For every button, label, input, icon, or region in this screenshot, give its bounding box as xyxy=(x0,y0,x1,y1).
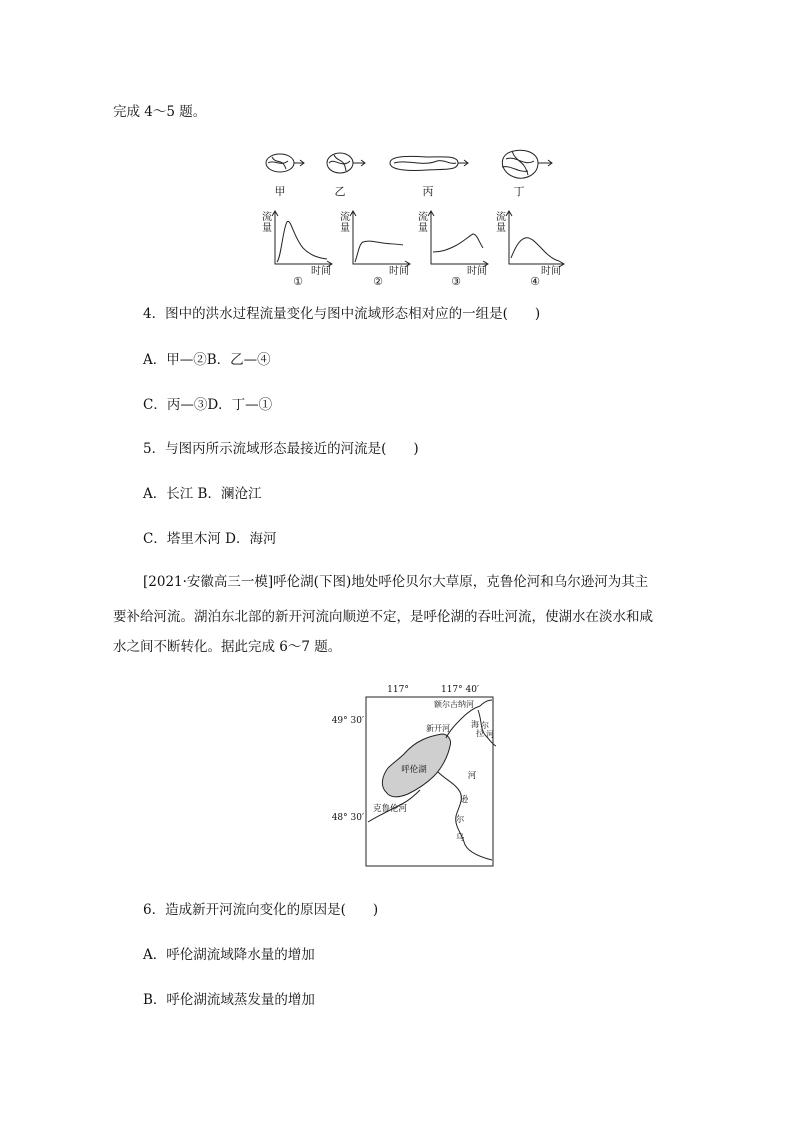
hydrograph-2-ylabel-top: 流 xyxy=(340,212,350,223)
q5-options-ab: A．长江 B．澜沧江 xyxy=(143,486,262,502)
basin-ding xyxy=(502,150,552,178)
hydrograph-3-curve xyxy=(433,234,483,252)
hulun-lake-map xyxy=(330,680,500,870)
hydrograph-4-curve xyxy=(511,238,559,261)
hydrograph-1 xyxy=(262,210,332,288)
basin-jia xyxy=(266,154,304,172)
hydrograph-3 xyxy=(418,210,488,288)
hydrograph-4-number: ④ xyxy=(530,275,540,288)
hydrograph-3-ylabel-bottom: 量 xyxy=(418,223,428,234)
map-lat-48-30: 48° 30′ xyxy=(331,813,364,823)
hydrograph-2-number: ② xyxy=(373,275,383,288)
q5-stem: 5．与图丙所示流域形态最接近的河流是( ) xyxy=(143,441,419,457)
map-label-wuerxun-3: 尔 xyxy=(455,815,465,825)
basin-label-jia: 甲 xyxy=(274,185,286,198)
hydrograph-4 xyxy=(496,210,564,288)
passage-line-1: [2021·安徽高三一模]呼伦湖(下图)地处呼伦贝尔大草原，克鲁伦河和乌尔逊河为其主 xyxy=(143,574,649,590)
q4-options-cd: C．丙—③D．丁—① xyxy=(143,397,273,413)
hydrograph-2-curve xyxy=(355,241,403,262)
map-label-hulun: 呼伦湖 xyxy=(401,765,427,775)
basin-bing xyxy=(390,156,468,170)
q6-option-b: B．呼伦湖流域蒸发量的增加 xyxy=(143,992,315,1008)
q4-stem: 4．图中的洪水过程流量变化与图中流域形态相对应的一组是( ) xyxy=(143,306,541,322)
map-label-xinkai: 新开河 xyxy=(426,724,450,733)
hydrograph-3-number: ③ xyxy=(451,275,461,288)
map-label-hailar-2: 拉 xyxy=(476,729,484,738)
map-lon-117-40: 117° 40′ xyxy=(440,685,480,695)
map-label-wuerxun-4: 乌 xyxy=(455,833,465,843)
hydrograph-4-xlabel: 时间 xyxy=(541,266,561,277)
intro-4-5: 完成 4～5 题。 xyxy=(113,104,207,120)
q6-option-a: A．呼伦湖流域降水量的增加 xyxy=(143,947,315,963)
map-label-kelulun: 克鲁伦河 xyxy=(372,804,408,814)
passage-line-2: 要补给河流。湖泊东北部的新开河流向顺逆不定，是呼伦湖的吞吐河流，使湖水在淡水和咸 xyxy=(113,609,653,625)
map-label-wuerxun-1: 河 xyxy=(467,771,477,781)
hydrograph-4-ylabel-top: 流 xyxy=(496,212,506,223)
q4-options-ab: A．甲—②B．乙—④ xyxy=(143,352,271,368)
hydrograph-4-ylabel-bottom: 量 xyxy=(496,223,506,234)
basin-label-bing: 丙 xyxy=(422,185,434,198)
hydrograph-1-ylabel-bottom: 量 xyxy=(262,223,272,234)
map-label-wuerxun-2: 逊 xyxy=(459,795,469,805)
basin-shapes-figure xyxy=(262,145,562,205)
q6-stem: 6．造成新开河流向变化的原因是( ) xyxy=(143,902,379,918)
passage-line-3: 水之间不断转化。据此完成 6～7 题。 xyxy=(113,639,342,655)
q5-options-cd: C．塔里木河 D．海河 xyxy=(143,531,277,547)
map-lon-117: 117° xyxy=(387,685,409,695)
erguna-river xyxy=(480,700,492,706)
basin-label-yi: 乙 xyxy=(334,185,346,198)
hydrograph-1-ylabel-top: 流 xyxy=(262,212,272,223)
wuerxun-river xyxy=(438,772,492,860)
hydrograph-3-xlabel: 时间 xyxy=(467,266,487,277)
hydrograph-2-xlabel: 时间 xyxy=(389,266,409,277)
hydrograph-1-curve xyxy=(277,221,327,262)
basin-label-ding: 丁 xyxy=(513,185,525,198)
basin-yi xyxy=(327,153,365,173)
hydrograph-3-ylabel-top: 流 xyxy=(418,212,428,223)
map-label-erguna: 额尔古纳河 xyxy=(434,700,474,709)
hydrograph-1-xlabel: 时间 xyxy=(311,266,331,277)
hydrograph-1-number: ① xyxy=(293,275,303,288)
map-lat-49-30: 49° 30′ xyxy=(331,716,364,726)
map-label-hailar-3: 尔 xyxy=(481,721,489,730)
hydrograph-2-ylabel-bottom: 量 xyxy=(340,223,350,234)
map-label-hailar-1: 海 xyxy=(471,720,479,729)
hydrograph-2 xyxy=(340,210,410,288)
hydrograph-figure xyxy=(255,208,567,288)
map-label-hailar-4: 河 xyxy=(486,730,494,739)
